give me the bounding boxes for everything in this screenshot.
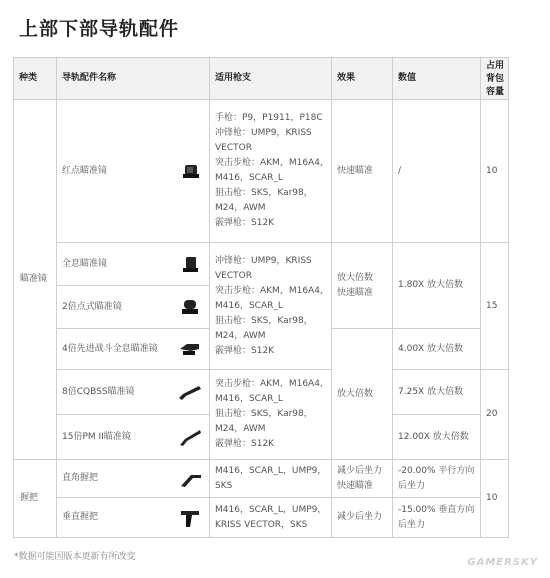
attachment-name: 直角握把 [62, 473, 99, 483]
value-cell: -15.00% 垂直方向后坐力 [393, 498, 481, 538]
guns-cell: 突击步枪：AKM，M16A4，M416，SCAR_L 狙击枪：SKS，Kar98，M24，AWM 霰弹枪：S12K [210, 370, 332, 460]
table-row [14, 460, 509, 498]
header-category: 种类 [14, 58, 57, 100]
table-row [14, 100, 509, 243]
table-row [14, 243, 509, 286]
header-capacity: 占用背包容量 [481, 58, 509, 100]
attachment-name: 2倍点式瞄准镜 [62, 301, 122, 312]
value-cell: 7.25X 放大倍数 [393, 370, 481, 415]
attachment-name: 8倍CQBSS瞄准镜 [62, 386, 135, 397]
attachment-name: 红点瞄准镜 [62, 165, 108, 176]
name-cell [57, 415, 210, 460]
15x-scope-icon [177, 427, 203, 447]
name-cell [57, 243, 210, 286]
capacity-cell: 10 [481, 460, 509, 538]
guns-cell: 冲锋枪：UMP9，KRISS VECTOR 突击步枪：AKM，M16A4，M416，SCAR_L 狙击枪：SKS，Kar98，M24，AWM 霰弹枪：S12K [210, 243, 332, 370]
2x-scope-icon [177, 297, 203, 317]
header-name: 导轨配件名称 [57, 58, 210, 100]
name-cell [57, 460, 210, 498]
attachment-name: 垂直握把 [62, 512, 99, 522]
red-dot-sight-icon [177, 161, 203, 181]
8x-scope-icon [177, 382, 203, 402]
capacity-cell: 20 [481, 370, 509, 460]
attachment-name: 4倍先进战斗全息瞄准镜 [62, 343, 158, 354]
attachments-table [13, 57, 509, 538]
name-cell [57, 286, 210, 329]
angled-grip-icon [177, 469, 203, 489]
value-cell: / [393, 100, 481, 243]
name-cell [57, 370, 210, 415]
effect-cell: 减少后坐力 快速瞄准 [332, 460, 393, 498]
effect-cell: 快速瞄准 [332, 100, 393, 243]
value-cell: 1.80X 放大倍数 [393, 243, 481, 329]
value-cell: 12.00X 放大倍数 [393, 415, 481, 460]
category-grip: 握把 [14, 460, 57, 538]
page-title: 上部下部导轨配件 [19, 18, 180, 40]
guns-cell: 手枪：P9，P1911，P18C 冲锋枪：UMP9，KRISS VECTOR 突击步枪：AKM，M16A4，M416，SCAR_L 狙击枪：SKS，Kar98，M24，AWM 霰弹枪：S12K [210, 100, 332, 243]
attachment-name: 15倍PM II瞄准镜 [62, 431, 131, 442]
guns-cell: M416，SCAR_L，UMP9，KRISS VECTOR，SKS [210, 498, 332, 538]
4x-acog-icon [177, 339, 203, 359]
guns-cell: M416，SCAR_L，UMP9，SKS [210, 460, 332, 498]
header-value: 数值 [393, 58, 481, 100]
name-cell [57, 100, 210, 243]
table-row [14, 498, 509, 538]
watermark-logo: GAMERSKY [467, 557, 538, 568]
header-guns: 适用枪支 [210, 58, 332, 100]
header-effect: 效果 [332, 58, 393, 100]
vertical-grip-icon [177, 508, 203, 528]
capacity-cell: 10 [481, 100, 509, 243]
value-cell: 4.00X 放大倍数 [393, 329, 481, 370]
footnote: *数据可能因版本更新有所改变 [14, 552, 136, 562]
category-scope: 瞄准镜 [14, 100, 57, 460]
table-header-row [14, 58, 509, 100]
effect-cell: 放大倍数 [332, 329, 393, 460]
capacity-cell: 15 [481, 243, 509, 370]
name-cell [57, 498, 210, 538]
holographic-sight-icon [177, 254, 203, 274]
name-cell [57, 329, 210, 370]
table-row [14, 370, 509, 415]
effect-cell: 放大倍数 快速瞄准 [332, 243, 393, 329]
attachment-name: 全息瞄准镜 [62, 258, 108, 269]
value-cell: -20.00% 平行方向后坐力 [393, 460, 481, 498]
effect-cell: 减少后坐力 [332, 498, 393, 538]
